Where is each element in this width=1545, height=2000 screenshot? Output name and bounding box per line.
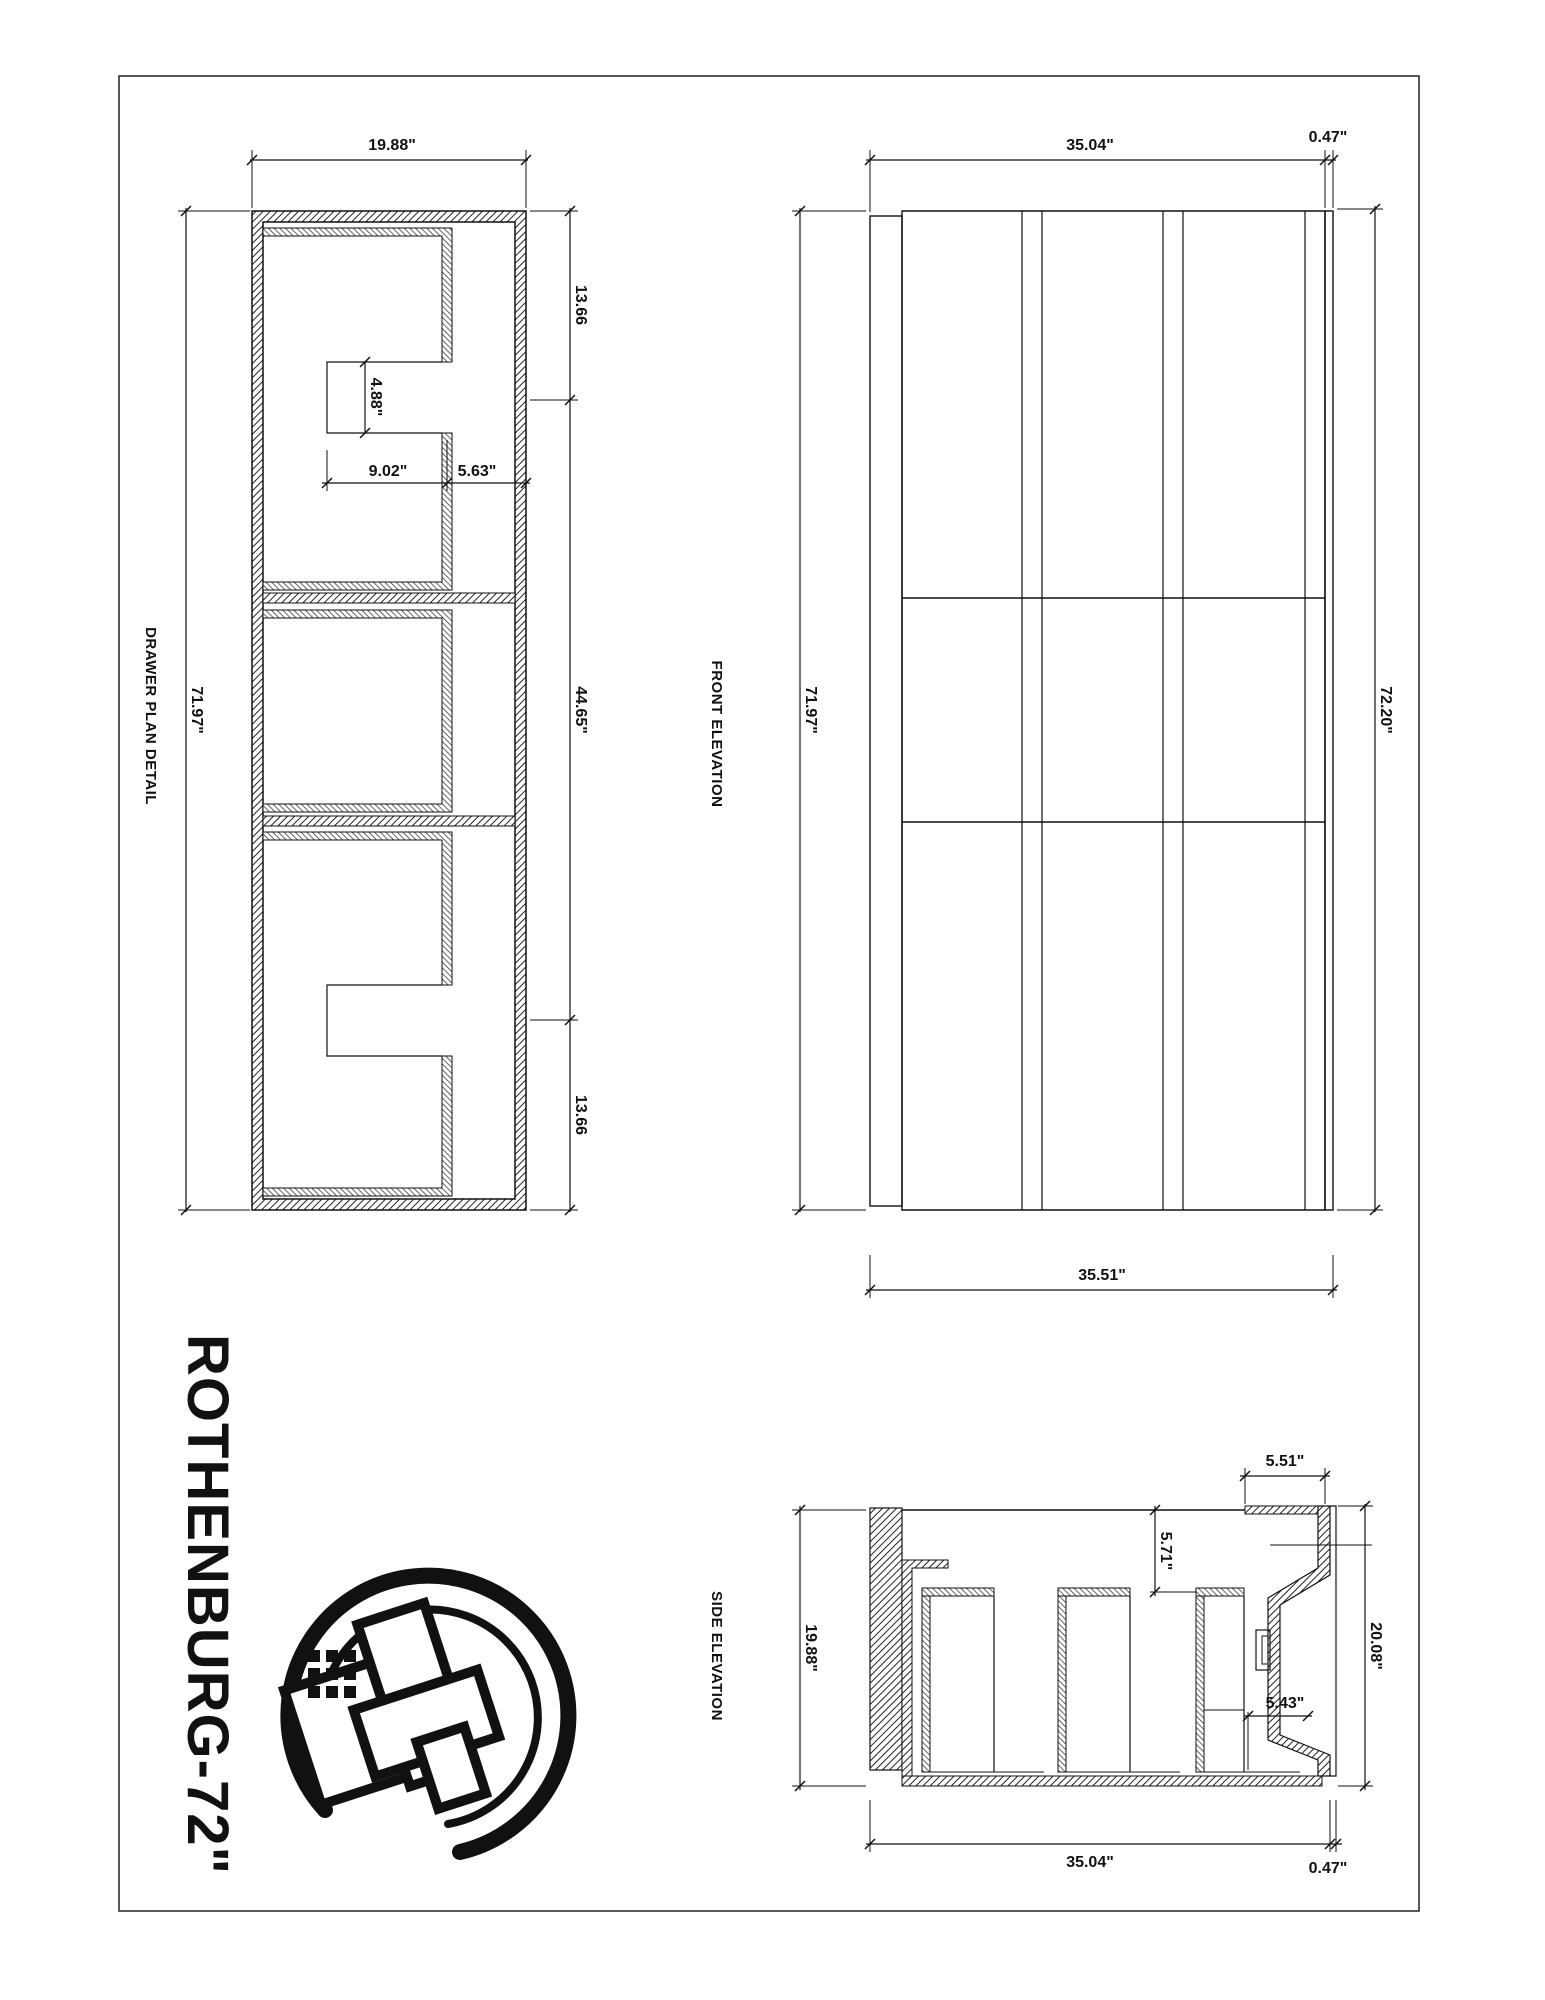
plan-dim-notch-depth: 4.88" [367, 377, 384, 417]
side-dim-lower-right: 5.43" [1265, 1695, 1305, 1712]
plan-dim-top-section: 13.66 [572, 284, 589, 326]
front-dim-height-right: 72.20" [1377, 686, 1394, 734]
side-dim-inner-height: 5.71" [1157, 1531, 1174, 1571]
plan-drawer-1 [263, 228, 452, 362]
side-view [708, 1453, 1384, 1877]
plan-dim-bottom-section: 13.66 [572, 1094, 589, 1136]
plan-divider-2 [263, 816, 515, 826]
front-view [708, 129, 1394, 1298]
side-dim-bottom-width: 35.04" [1066, 1854, 1114, 1871]
front-dim-width: 35.04" [1066, 137, 1114, 154]
plan-drawer-2 [263, 610, 452, 812]
front-dim-top-overhang: 0.47" [1308, 129, 1348, 146]
plan-dim-side-gap: 5.63" [457, 463, 497, 480]
plan-view-title: DRAWER PLAN DETAIL [142, 627, 159, 805]
plan-divider-1 [263, 593, 515, 603]
side-dim-top-right: 5.51" [1265, 1453, 1305, 1470]
side-drawer-1 [922, 1588, 994, 1772]
plan-drawer-3 [263, 832, 452, 985]
sheet-title: ROTHENBURG-72" [175, 1334, 240, 1875]
plan-dim-width: 19.88" [368, 137, 416, 154]
side-top-right-panel [1245, 1506, 1325, 1514]
side-drawer-2 [1058, 1588, 1130, 1772]
side-view-title: SIDE ELEVATION [708, 1591, 725, 1721]
side-drawer-3 [1196, 1588, 1244, 1772]
company-logo-icon [272, 1576, 569, 1852]
plan-drawer-1-lower [263, 433, 452, 590]
plan-dim-mid-section: 44.65" [572, 686, 589, 734]
plan-outer-wall [252, 211, 526, 1210]
side-front-panel [870, 1508, 902, 1770]
side-dim-bottom-overhang: 0.47" [1308, 1860, 1348, 1877]
plan-drawer-3-lower [263, 1056, 452, 1196]
side-back-profile [1265, 1506, 1330, 1776]
side-dim-height-left: 19.88" [802, 1624, 819, 1672]
plan-view [142, 137, 589, 1215]
front-view-title: FRONT ELEVATION [708, 660, 725, 808]
plan-dim-height: 71.97" [188, 686, 205, 734]
front-dim-bottom-width: 35.51" [1078, 1267, 1126, 1284]
plan-dim-notch-width: 9.02" [368, 463, 408, 480]
side-bottom-panel [902, 1776, 1322, 1786]
front-dim-height-left: 71.97" [802, 686, 819, 734]
side-dim-height-right: 20.08" [1367, 1622, 1384, 1670]
